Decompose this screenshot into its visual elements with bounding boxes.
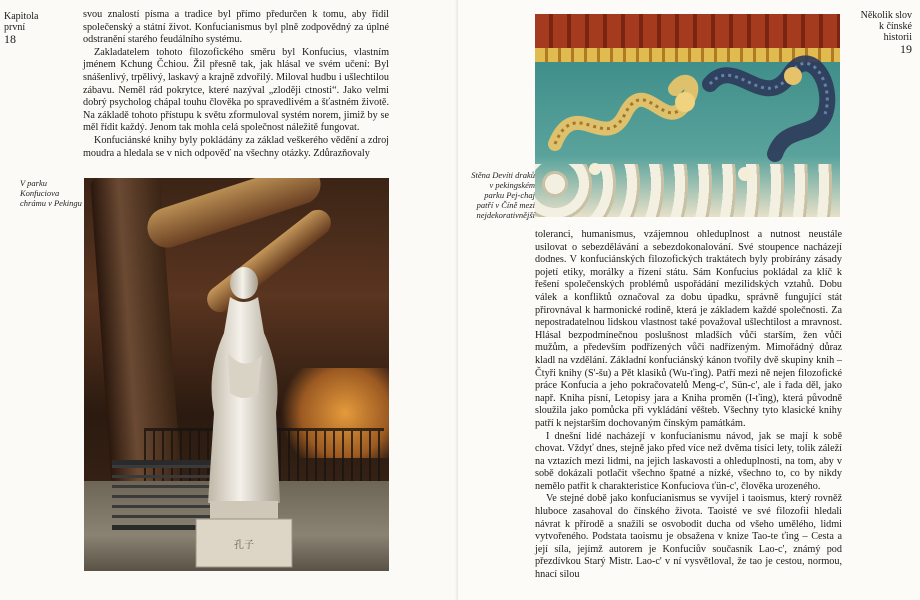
chapter-label-2: první [4,22,26,33]
right-paragraph-1: toleranci, humanismus, vzájemnou ohleduplnost a nutnost neustále usilovat o sebezdělávání a sebezdokonalování. Své stoupence nacházejí dodnes. V konfuciánských filozofických traktátech byly probírány zásady pojetí etiky, morálky a řízení státu. Sám Konfucius pokládal za klíč k řešení společenských problémů uspořádání mezilidských vztahů. Dobu válek a konfliktů označoval za dobu úpadku, správně fungující stát přirovnával k harmonické rodině, která je základem každé společnosti. Za nepostradatelnou lidskou vlastnost také považoval ušlechtilost a mravnost. Hlásal bezpodmínečnou poslušnost mladších vůči starším, žen vůči mužům, a především podřízených vůči nadřízeným. Mimořádný důraz kladl na vzdělání. Základní konfuciánský kánon tvořily dvě skupiny knih – Čtyři knihy (S'-šu) a Pět klasiků (Wu-ťing). Patří mezi ně nejen filozofické práce Konfucia a jeho pokračovatelů Meng-c', Sün-c', ale i řada děl, jako např. Kniha písní, Letopisy jara a Kniha proměn (I-ťing), která původně sloužila jako pomůcka při vykládání věšteb. Všechny tyto klasické knihy patří k nejstarším dochovaným čínským památkám. [535,229,842,429]
photo-caption-right: Stěna Devíti draků v pekingském parku Pej-chaj patří v Číně mezi nejdekorativnější [471,170,535,220]
confucius-statue-photo [84,178,389,571]
statue-plaque-text: 孔子 [234,540,254,551]
left-paragraph-3: Konfuciánské knihy byly pokládány za základ veškerého vědění a zdroj moudra a hledala se v nich odpověď na všechny otázky. Zdůrazňovaly [83,134,389,159]
left-paragraph-2: Zakladatelem tohoto filozofického směru byl Konfucius, vlastním jménem Kchung Čchiou. Žil přesně tak, jak hlásal ve svém učení: Byl snášenlivý, trpělivý, laskavý a krajně zdvořilý. Miloval hudbu i ušlechtilou zábavu. Neměl rád pokrytce, které nazýval „zloději ctnosti“. Jako velmi dobrý psycholog chápal touhu člověka po spravedlivém a šťastném životě. Na základě tohoto přístupu k světu zformuloval systém norem, jimiž by se měl řídit každý. Jenom tak mohla celá společnost náležitě fungovat. [83,46,389,134]
right-body-text [535,229,842,582]
nine-dragon-wall-photo [535,14,840,217]
right-paragraph-3: Ve stejné době jako konfucianismus se vyvíjel i taoismus, který rovněž hluboce zasahoval do čínského života. Taoisté ve své filozofii hledali návrat k přírodě a snažili se osvobodit ducha od všeho umělého, lidmi vytvořeného. Podstata taoismu je obsažena v knize Tao-te ťing – Cesta a její síla, jejímž autorem je Konfuciův současník Lao-c', známý pod přezdívkou Starý Mistr. Lao-c' v ní vysvětloval, že tao je cestou, normou, hnací silou [535,493,842,581]
chapter-title-3: historii [883,32,912,43]
page-number-right: 19 [900,42,912,56]
running-head-right [861,10,912,55]
left-body-text [83,9,389,160]
dragon-relief [535,14,840,217]
chapter-title-2: k čínské [878,21,912,32]
page-number-left: 18 [4,32,16,46]
left-paragraph-1: svou znalostí písma a tradice byl přímo předurčen k tomu, aby řídil společenský a státní život. Konfucianismus byl plně zodpovědný za úplné odstranění starého feudálního systému. [83,9,389,46]
left-page [0,0,458,600]
photo-caption-left: V parku Konfuciova chrámu v Pekingu [20,178,82,208]
right-paragraph-2: I dnešní lidé nacházejí v konfucianismu návod, jak se mají k sobě chovat. Vždyť dnes, stejně jako před více než dvěma tisíci lety, tolik záleží na vztazích mezi lidmi, na jejich laskavosti a ohleduplnosti, na tom, aby v sobě dokázali potlačit všechno špatné a nízké, všechno to, co by nikdy nemělo patřit k charakteristice Konfuciova ťün-c', člověka urozeného. [535,430,842,492]
running-head-left [4,11,38,45]
statue-figure [184,263,304,568]
chapter-title-1: Několik slov [860,10,912,21]
chapter-label: Kapitola [4,11,39,22]
